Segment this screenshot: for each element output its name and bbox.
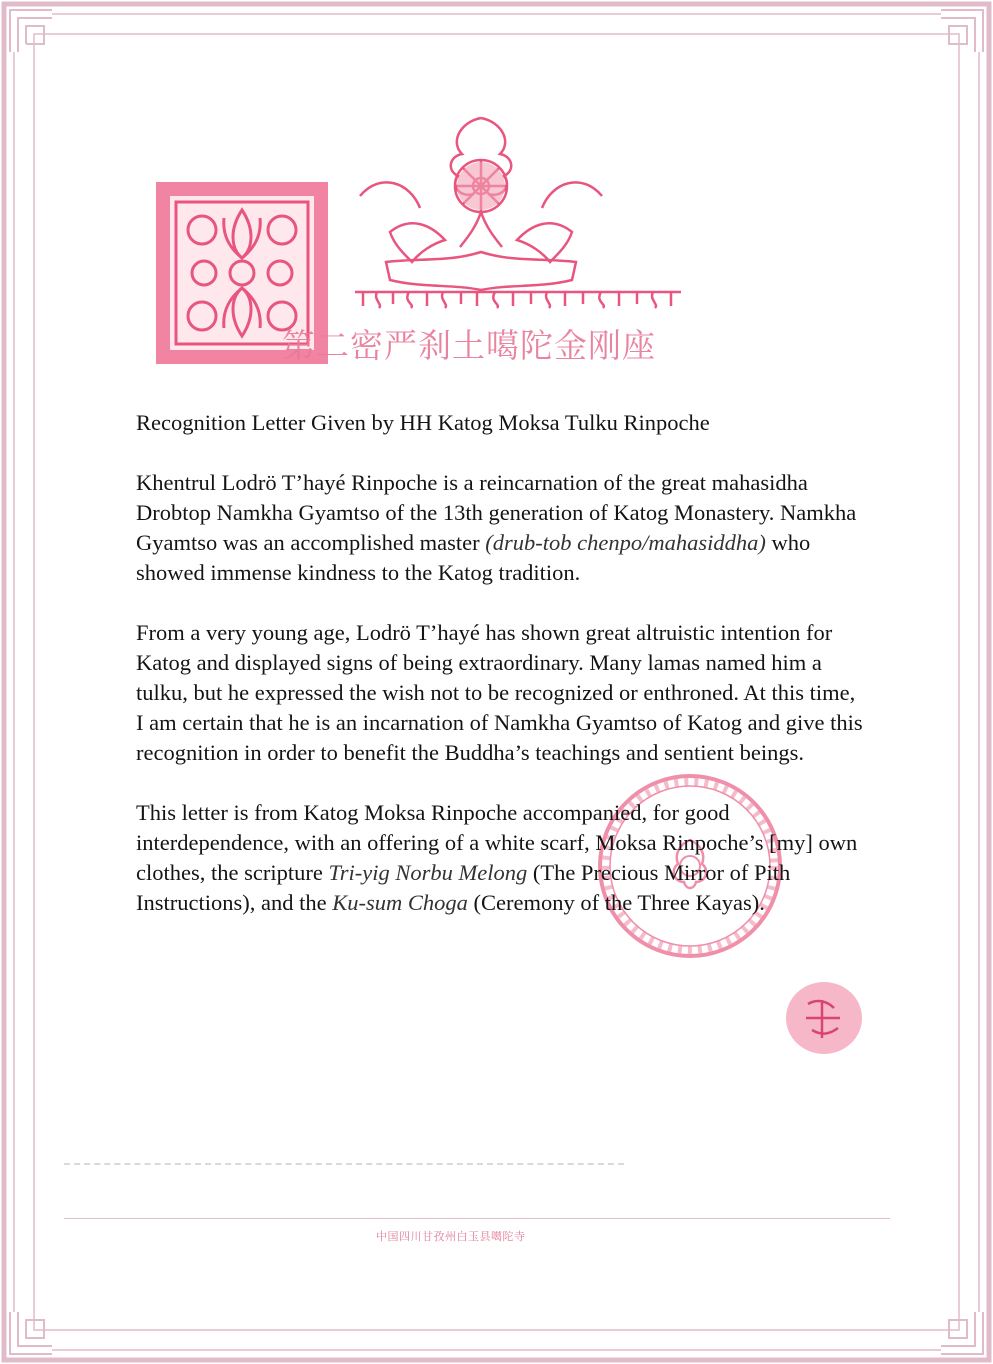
p3-text-b: (The Precious Mirror of Pith Instructions), and the — [136, 860, 791, 915]
p1-text-b: who showed immense kindness to the Katog tradition. — [136, 530, 811, 585]
p3-italic-ceremony: Ku-sum Choga — [332, 890, 468, 915]
footer-divider — [64, 1218, 890, 1219]
dashed-divider — [64, 1163, 624, 1165]
paragraph-1 — [136, 468, 866, 588]
paragraph-3 — [136, 798, 866, 918]
paragraph-2: From a very young age, Lodrö T’hayé has shown great altruistic intention for Katog and displayed signs of being extraordinary. Many lamas named him a tulku, but he expressed the wish not to be recognized or enthroned. At this time, I am certain that he is an incarnation of Namkha Gyamtso of Katog and give this recognition in order to benefit the Buddha’s teachings and sentient beings. — [136, 620, 863, 765]
letter-body — [136, 408, 866, 948]
p1-italic-term: (drub-tob chenpo/mahasiddha) — [485, 530, 766, 555]
p1-text-a: Khentrul Lodrö T’hayé Rinpoche is a reincarnation of the great mahasidha Drobtop Namkha Gyamtso of the 13th generation of Katog Monastery. Namkha Gyamtso was an accomplished master — [136, 470, 857, 555]
p3-text-c: (Ceremony of the Three Kayas). — [467, 890, 765, 915]
p3-italic-scripture: Tri-yig Norbu Melong — [328, 860, 528, 885]
letter-title: Recognition Letter Given by HH Katog Moksa Tulku Rinpoche — [136, 410, 710, 435]
p3-text-a: This letter is from Katog Moksa Rinpoche accompanied, for good interdependence, with an offering of a white scarf, Moksa Rinpoche’s [my] own clothes, the scripture — [136, 800, 858, 885]
tibetan-inscription — [353, 286, 683, 310]
small-red-seal — [778, 978, 866, 1058]
monastery-chinese-name: 第二密严刹土噶陀金刚座 — [282, 326, 656, 365]
footer-address: 中国四川甘孜州白玉县噶陀寺 — [376, 1230, 526, 1243]
dharma-wheel-emblem — [350, 112, 612, 297]
